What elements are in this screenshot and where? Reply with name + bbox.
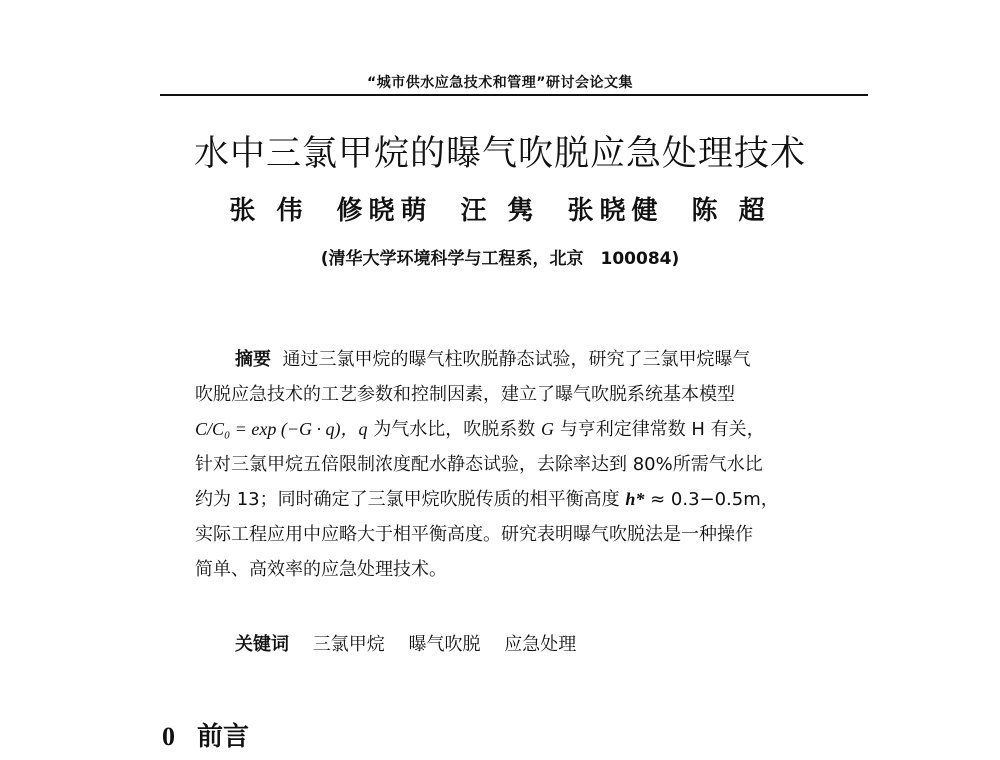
formula-g: G	[540, 419, 554, 439]
keyword: 曝气吹脱	[408, 634, 481, 655]
keyword: 应急处理	[504, 634, 577, 655]
header-rule	[160, 94, 868, 96]
author: 张晓健	[567, 196, 664, 226]
author: 陈 超	[691, 196, 771, 226]
running-header: “城市供水应急技术和管理”研讨会论文集	[367, 75, 633, 91]
paper-title: 水中三氯甲烷的曝气吹脱应急处理技术	[193, 134, 806, 174]
abstract-line: 简单、高效率的应急处理技术。	[195, 559, 447, 580]
abstract-line	[195, 412, 835, 447]
abstract-label: 摘要	[235, 349, 271, 370]
author: 修晓萌	[336, 196, 433, 226]
abstract	[195, 342, 835, 587]
abstract-text: 约为 13；同时确定了三氯甲烷吹脱传质的相平衡高度	[195, 489, 626, 510]
abstract-line	[195, 342, 835, 377]
abstract-line: 实际工程应用中应略大于相平衡高度。研究表明曝气吹脱法是一种操作	[195, 524, 753, 545]
affiliation: (清华大学环境科学与工程系，北京 100084)	[320, 249, 680, 269]
keyword: 三氯甲烷	[312, 634, 385, 655]
keywords-label: 关键词	[235, 634, 289, 655]
author: 张 伟	[229, 196, 309, 226]
abstract-text: ≈ 0.3−0.5m，	[644, 489, 779, 510]
abstract-line: 吹脱应急技术的工艺参数和控制因素，建立了曝气吹脱系统基本模型	[195, 384, 735, 405]
section-heading	[162, 716, 249, 753]
formula-h: h*	[625, 489, 645, 509]
section-number: 0	[162, 722, 175, 751]
author: 汪 隽	[460, 196, 540, 226]
formula-q: q	[358, 419, 368, 439]
author-list	[0, 190, 1000, 227]
abstract-text: 通过三氯甲烷的曝气柱吹脱静态试验，研究了三氯甲烷曝气	[282, 349, 751, 370]
abstract-text: 与亨利定律常数 H 有关，	[553, 419, 765, 440]
model-formula: C/C₀ = exp (−G · q)，	[195, 419, 359, 439]
abstract-line	[195, 482, 835, 517]
keywords	[235, 630, 576, 656]
abstract-line: 针对三氯甲烷五倍限制浓度配水静态试验，去除率达到 80%所需气水比	[195, 454, 763, 475]
abstract-text: 为气水比，吹脱系数	[367, 419, 541, 440]
section-title: 前言	[197, 722, 250, 752]
